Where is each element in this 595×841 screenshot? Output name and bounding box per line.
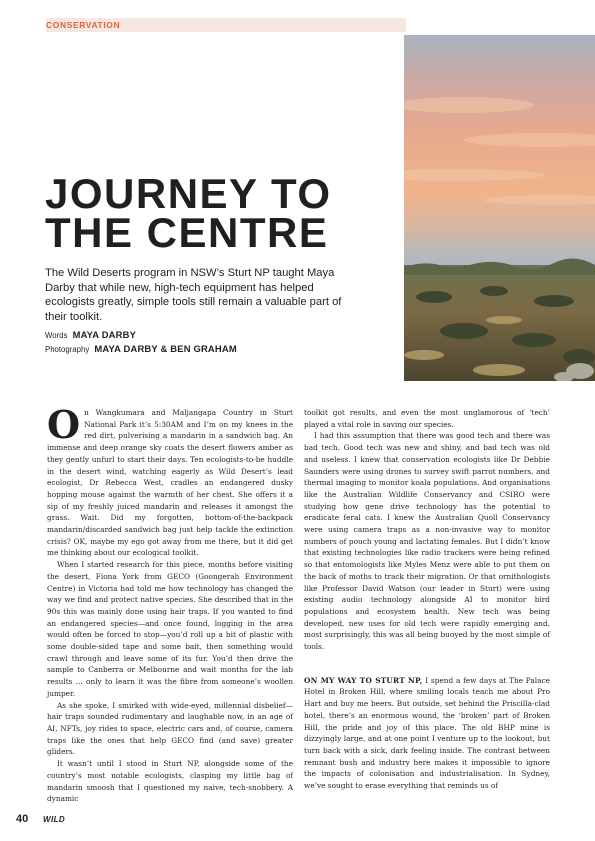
- credits: [45, 328, 237, 356]
- photography-label: Photography: [45, 345, 90, 354]
- body-paragraph: It wasn’t until I stood in Sturt NP, alongside some of the country’s most notable ecologists, clasping my little bag of mandarin smoosh that I questioned my naive, tech-snobbery. A dynamic: [47, 759, 293, 804]
- body-column-1: [47, 402, 293, 805]
- words-label: Words: [45, 331, 68, 340]
- drop-cap: O: [47, 402, 81, 447]
- body-paragraph: [47, 402, 293, 559]
- photography-authors: MAYA DARBY & BEN GRAHAM: [94, 343, 237, 354]
- body-paragraph: I had this assumption that there was good tech and there was bad tech. Good tech was new and shiny, and bad tech was old and useless. I knew that conservation ecologists like Dr Debbie Saunders were using drones to survey swift parrot numbers, and thermal imaging to monitor koala populations. And organisations like the Australian Wildlife Conservancy and CSIRO were studying how gene drive technology has the potential to eradicate feral cats. I knew the Australian Quoll Conservancy were using camera traps as a non-invasive way to monitor numbers of pouch young and lactating females. But I didn’t know that existing technologies like radio trackers were being refined so that entomologists like Myles Menz were able to put them on the back of moths to track their migration. Or that ornithologists like Professor David Watson (our leader in Sturt) were using existing audio technology alongside AI to monitor bird populations and ecosystem health. New tech was being developed, new uses for old tech were rapidly emerging and, most surprisingly, this was all being buoyed by the most simple of tools.: [304, 431, 550, 652]
- hero-photo: [404, 35, 595, 381]
- page-number: 40: [16, 813, 29, 825]
- headline-line-1: JOURNEY TO: [45, 170, 332, 217]
- section-break: [304, 653, 550, 675]
- words-author: MAYA DARBY: [72, 329, 137, 340]
- paragraph-text: n Wangkumara and Maljangapa Country in Sturt National Park it’s 5:30AM and I’m on my knees in the red dirt, pulverising a mandarin in a sandwich bag. An immense and deep orange sky coats the desert flowers amber as they gently unfurl to start their days. Ten ecologists-to-be huddle in the desert wind, watching eagerly as Wild Desert’s lead ecologist, Dr Rebecca West, cradles an endangered dusky hopping mouse against the warmth of her chest. She offers it a sip of my freshly juiced mandarin and releases it amongst the grass. Wait. Did my forgotten, bottom-of-the-backpack mandarin/discarded sandwich bag just help tackle the extinction crisis? OK, maybe my ego got away from me there, but it did get me thinking about our ecological toolkit.: [47, 408, 293, 558]
- headline-line-2: THE CENTRE: [45, 209, 329, 256]
- standfirst: The Wild Deserts program in NSW’s Sturt NP taught Maya Darby that while new, high-tech equipment has helped ecologists greatly, simple tools still remain a valuable part of their toolkit.: [45, 267, 342, 323]
- body-paragraph: As she spoke, I smirked with wide-eyed, millennial disbelief—hair traps sounded rudimentary and laughable now, in an age of AI, NFTs, joy rides to space, electric cars and, of course, camera traps like the ones that help GECO find (and save) greater gliders.: [47, 700, 293, 757]
- body-paragraph: When I started research for this piece, months before visiting the desert, Fiona York from GECO (Goongerah Environment Centre) in Victoria had told me how technology has changed the way we find and protect native species. She described that in the 90s this was mainly done using hair traps. If you wanted to find an endangered species—and once found, logging in the area would often be forced to stop—you’d roll up a bit of plastic with some double-sided tape and some bait, then something would crawl through and leave some of its fur. You’d then drive the sample to Canberra or Melbourne and wait months for the lab results ... only to learn it was the fibre from someone’s woollen jumper.: [47, 560, 293, 698]
- photography-credit: [45, 342, 237, 356]
- body-paragraph: toolkit got results, and even the most unglamorous of ‘tech’ played a vital role in saving our species.: [304, 408, 550, 429]
- magazine-name: WILD: [43, 815, 66, 824]
- section-label: CONSERVATION: [46, 20, 121, 30]
- headline: [45, 170, 395, 256]
- words-credit: [45, 328, 237, 342]
- paragraph-text: I spend a few days at The Palace Hotel in Broken Hill, where smiling locals teach me about Pro Hart and buy me beers. But outside, set behind the Priscilla-clad hotel, there’s an enormous wound, the ‘broken’ part of Broken Hill, the pride and joy of this place. The old BHP mine is dizzyingly large, and at one point I venture up to the lookout, but turn back with a sick, dark feeling inside. The contrast between remnant bush and industry here makes it impossible to ignore the impacts of colonisation and industrialisation. In Sydney, we’ve sought to erase everything that reminds us of: [304, 675, 550, 791]
- body-paragraph: [304, 675, 550, 792]
- lead-in: ON MY WAY TO STURT NP,: [304, 675, 423, 685]
- body-column-2: [304, 407, 550, 792]
